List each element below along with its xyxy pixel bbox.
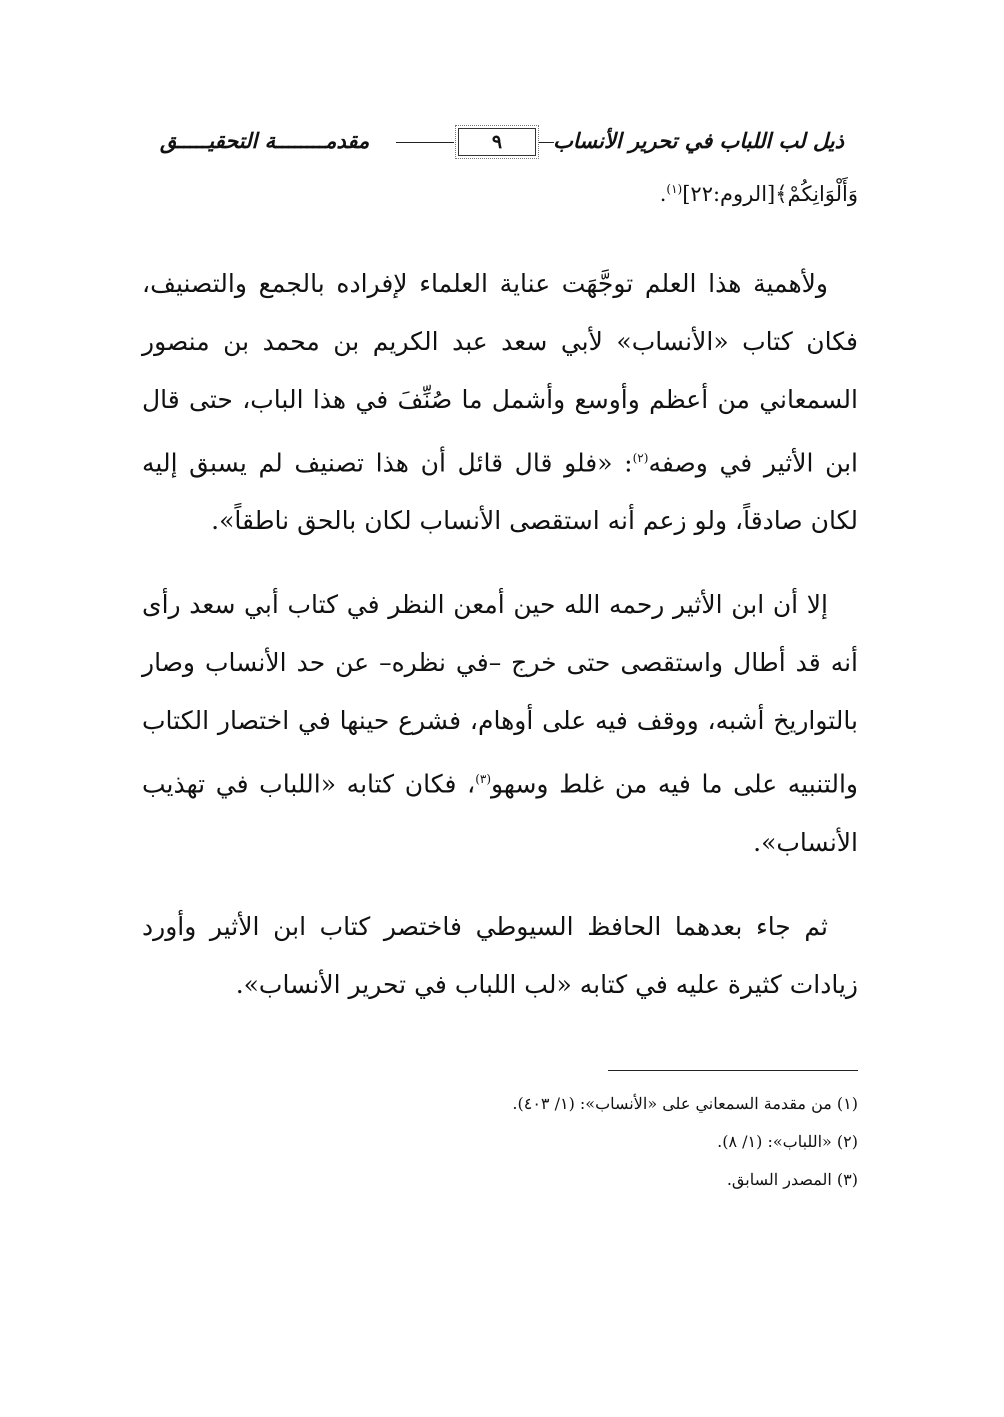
paragraph-text: ، فكان كتابه «اللباب في تهذيب الأنساب».: [142, 769, 858, 857]
paragraph-text: : «فلو قال قائل أن هذا تصنيف لم يسبق إليه لكان صادقاً، ولو زعم أنه استقصى الأنساب لكان بالحق ناطقاً».: [142, 448, 858, 536]
header-rule-right: [538, 142, 554, 143]
page-number: ٩: [458, 128, 536, 156]
header-rule-left: [396, 142, 454, 143]
book-title: ذيل لب اللباب في تحرير الأنساب: [553, 128, 844, 153]
footnote-ref-2: (٢): [632, 451, 649, 465]
footnote-ref-3: (٣): [475, 772, 492, 787]
paragraph-text: ولأهمية هذا العلم توجَّهَت عناية العلماء لإفراده بالجمع والتصنيف، فكان كتاب «الأنساب» لأبي سعد عبد الكريم بن محمد بن منصور السمعاني من أعظم وأوسع وأشمل ما صُنِّفَ في هذا الباب، حتى قال ابن الأثير في وصفه: [142, 269, 858, 478]
paragraph-text: إلا أن ابن الأثير رحمه الله حين أمعن النظر في كتاب أبي سعد رأى أنه قد أطال واستقصى حتى خرج –في نظره– عن حد الأنساب وصار بالتواريخ أشبه، ووقف فيه على أوهام، فشرع حينها في اختصار الكتاب والتنبيه على ما فيه من غلط وسهو: [142, 590, 858, 799]
footnote-1: (١) من مقدمة السمعاني على «الأنساب»: (١/ ٤٠٣).: [512, 1094, 858, 1113]
verse-end: .: [659, 182, 667, 206]
footnote-2: (٢) «اللباب»: (١/ ٨).: [717, 1132, 858, 1151]
section-title: مقدمــــــــة التحقيـــــق: [160, 128, 370, 153]
footnote-separator: [608, 1070, 858, 1071]
paragraph-text: ثم جاء بعدهما الحافظ السيوطي فاختصر كتاب ابن الأثير وأورد زيادات كثيرة عليه في كتابه «لب اللباب في تحرير الأنساب».: [142, 911, 858, 999]
paragraph-suyuti: [142, 898, 858, 1014]
paragraph-ibn-al-athir: [142, 576, 858, 871]
footnotes: [158, 1088, 858, 1202]
verse-text: وَأَلْوَانِكُمْ﴾[الروم:٢٢]: [682, 182, 858, 206]
footnote-3: (٣) المصدر السابق.: [726, 1170, 858, 1189]
footnote-ref-1: (١): [666, 182, 683, 196]
verse-continuation: [660, 182, 858, 206]
running-header: [160, 128, 844, 166]
paragraph-ansab-importance: [142, 255, 858, 550]
body-text: [142, 255, 858, 1040]
